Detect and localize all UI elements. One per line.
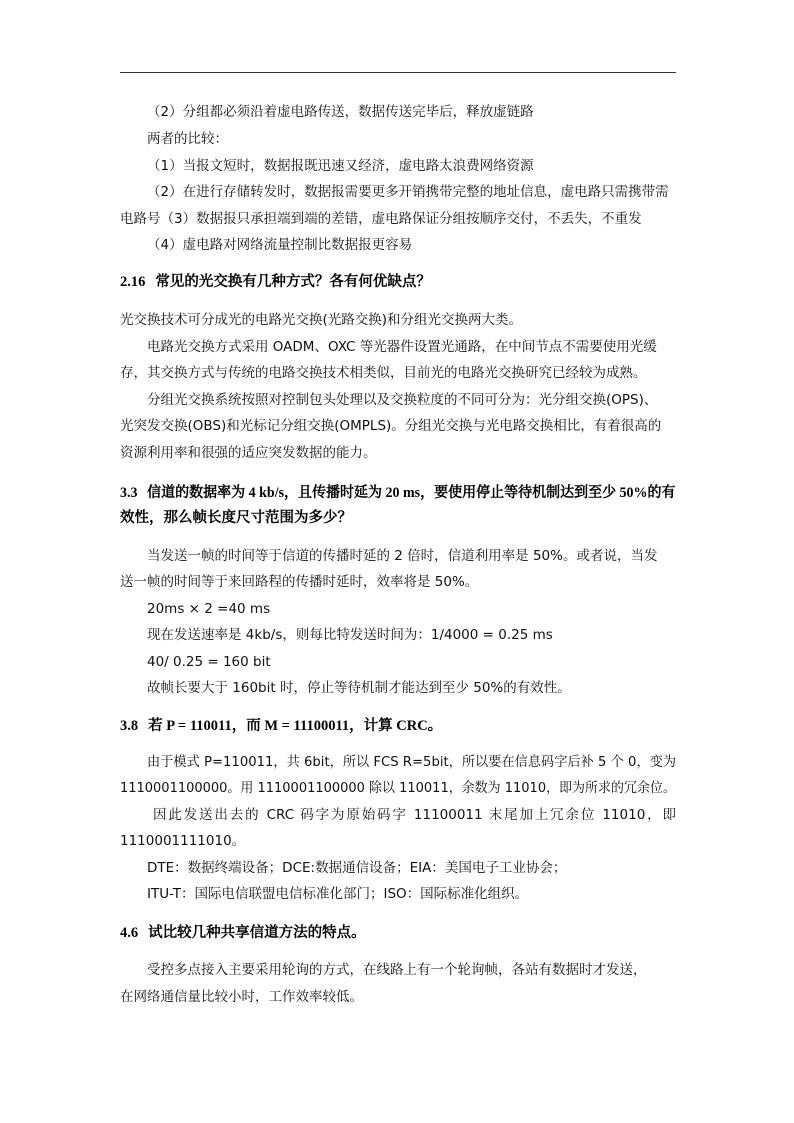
section-title-line: 信道的数据率为 4 kb/s，且传播时延为 20 ms，要使用停止等待机制达到至少 50%的有 [147,485,676,501]
paragraph-line: 光突发交换(OBS)和光标记分组交换(OMPLS)。分组光交换与光电路交换相比，有着很高的 [120,418,662,434]
paragraph-line: 资源利用率和很强的适应突发数据的能力。 [120,445,377,461]
paragraph-line: 受控多点接入主要采用轮询的方式，在线路上有一个轮询帧，各站有数据时才发送， [147,962,647,978]
section-title: 常见的光交换有几种方式？各有何优缺点？ [155,274,431,290]
section-number: 2.16 [120,274,146,290]
paragraph-line: 电路光交换方式采用 OADM、OXC 等光器件设置光通路，在中间节点不需要使用光缓 [147,339,657,355]
formula-line: 40/ 0.25 = 160 bit [147,654,271,670]
paragraph-line: 由于模式 P=110011，共 6bit，所以 FCS R=5bit，所以要在信息码字后补 5 个 0，变为 [147,754,677,770]
section-number: 4.6 [120,925,139,941]
paragraph-line: ITU-T：国际电信联盟电信标准化部门；ISO：国际标准化组织。 [147,886,529,902]
paragraph-line: （4）虚电路对网络流量控制比数据报更容易 [147,237,413,253]
paragraph-line: 因此发送出去的 CRC 码字为原始码字 11100011 末尾加上冗余位 11010，即 [153,807,676,823]
paragraph-line: 送一帧的时间等于来回路程的传播时延时，效率将是 50%。 [120,574,479,590]
section-heading-4-6 [120,924,366,942]
formula-line: 20ms × 2 =40 ms [147,601,271,617]
section-heading-2-16 [120,273,431,291]
section-number: 3.8 [120,718,139,734]
paragraph-line: （2）分组都必须沿着虚电路传送，数据传送完毕后，释放虚链路 [147,104,534,120]
paragraph-line: 电路号（3）数据报只承担端到端的差错，虚电路保证分组按顺序交付，不丢失，不重发 [120,211,642,227]
paragraph-line: DTE：数据终端设备；DCE:数据通信设备；EIA：美国电子工业协会； [147,860,567,876]
header-rule [120,72,676,73]
paragraph-line: 两者的比较： [147,131,228,147]
paragraph-line: 分组光交换系统按照对控制包头处理以及交换粒度的不同可分为：光分组交换(OPS)、 [147,392,658,408]
paragraph-line: （1）当报文短时，数据报既迅速又经济，虚电路太浪费网络资源 [147,158,534,174]
section-heading-3-3 [120,484,676,502]
paragraph-line: 在网络通信量比较小时，工作效率较低。 [120,989,363,1005]
section-title-continuation: 效性，那么帧长度尺寸范围为多少？ [120,510,352,526]
section-heading-3-8 [120,717,442,735]
paragraph-line: 1110001111010。 [120,833,246,849]
paragraph-line: 现在发送速率是 4kb/s，则每比特发送时间为：1/4000 = 0.25 ms [147,627,553,643]
paragraph-line: 1110001100000。用 1110001100000 除以 110011，余数为 11010，即为所求的冗余位。 [120,780,676,796]
section-number: 3.3 [120,485,138,501]
section-title: 试比较几种共享信道方法的特点。 [148,925,366,941]
paragraph-line: 存，其交换方式与传统的电路交换技术相类似，目前光的电路光交换研究已经较为成熟。 [120,365,647,381]
paragraph-line: 故帧长要大于 160bit 时，停止等待机制才能达到至少 50%的有效性。 [147,680,571,696]
paragraph-line: （2）在进行存储转发时，数据报需要更多开销携带完整的地址信息，虚电路只需携带需 [147,184,669,200]
paragraph-line: 光交换技术可分成光的电路光交换(光路交换)和分组光交换两大类。 [120,312,523,328]
section-title: 若 P = 110011，而 M = 11100011，计算 CRC。 [148,718,443,734]
paragraph-line: 当发送一帧的时间等于信道的传播时延的 2 倍时，信道利用率是 50%。或者说，当发 [147,548,658,564]
